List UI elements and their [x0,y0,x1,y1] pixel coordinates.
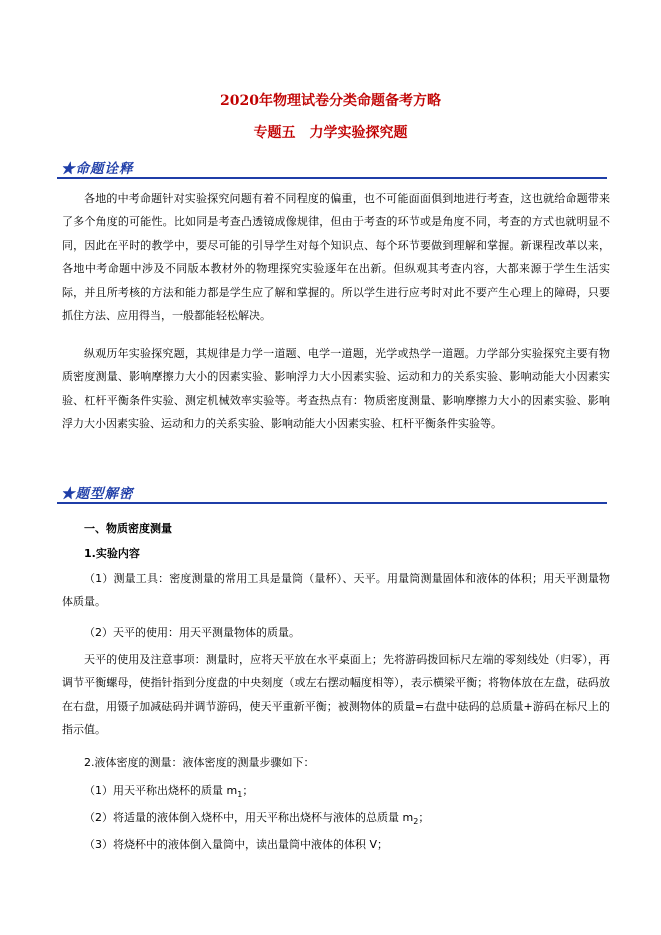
paragraph-interpretation-2: 纵观历年实验探究题，其规律是力学一道题、电学一道题，光学或热学一道题。力学部分实验探究主要有物质密度测量、影响摩擦力大小的因素实验、影响浮力大小因素实验、运动和力的关系实验、影响动能大小因素实验、杠杆平衡条件实验、测定机械效率实验等。考查热点有：物质密度测量、影响摩擦力大小的因素实验、影响浮力大小因素实验、运动和力的关系实验、影响动能大小因素实验、杠杆平衡条件实验等。 [62,347,610,431]
section-divider [57,177,607,179]
document-subtitle: 专题五 力学实验探究题 [253,125,408,141]
step-3: （3）将烧杯中的液体倒入量筒中，读出量筒中液体的体积 V； [84,838,389,851]
section-divider [57,502,607,504]
section-heading-label: ★命题诠释 [61,161,134,177]
section-heading-interpretation [57,157,607,179]
document-title: 2020年物理试卷分类命题备考方略 [220,93,441,109]
paragraph-interpretation-1: 各地的中考命题针对实验探究问题有着不同程度的偏重，也不可能面面俱到地进行考查，这也就给命题带来了多个角度的可能性。比如同是考查凸透镜成像规律，但由于考查的环节或是角度不同，考查的方式也就明显不同，因此在平时的教学中，要尽可能的引导学生对每个知识点、每个环节要做到理解和掌握。新课程改革以来，各地中考命题中涉及不同版本教材外的物理探究实验逐年在出新。但纵观其考查内容，大都来源于学生生活实际，并且所考核的方法和能力都是学生应了解和掌握的。所以学生进行应考时对此不要产生心理上的障碍，只要抓住方法、应用得当，一般都能轻松解决。 [62,192,610,323]
section-heading-label: ★题型解密 [61,486,134,502]
paragraph-liquid-density: 2.液体密度的测量：液体密度的测量步骤如下： [84,756,315,769]
paragraph-balance-notes: 天平的使用及注意事项：测量时，应将天平放在水平桌面上；先将游码拨回标尺左端的零刻线处（归零），再调节平衡螺母，使指针指到分度盘的中央刻度（或左右摆动幅度相等），表示横梁平衡；将物体放在左盘，砝码放在右盘，用镊子加减砝码并调节游码，使天平重新平衡；被测物体的质量=右盘中砝码的总质量+游码在标尺上的指示值。 [62,653,610,737]
paragraph-measuring-tools: （1）测量工具：密度测量的常用工具是量筒（量杯）、天平。用量筒测量固体和液体的体积；用天平测量物体质量。 [62,572,610,609]
section-heading-analysis [57,482,607,504]
step-1: （1）用天平称出烧杯的质量 $m_1$； [84,784,254,800]
heading-experiment-content: 1.实验内容 [84,547,140,560]
step-2: （2）将适量的液体倒入烧杯中，用天平称出烧杯与液体的总质量 $m_2$； [84,811,430,827]
paragraph-balance-use: （2）天平的使用：用天平测量物体的质量。 [84,626,300,639]
heading-density-measurement: 一、物质密度测量 [84,522,172,535]
